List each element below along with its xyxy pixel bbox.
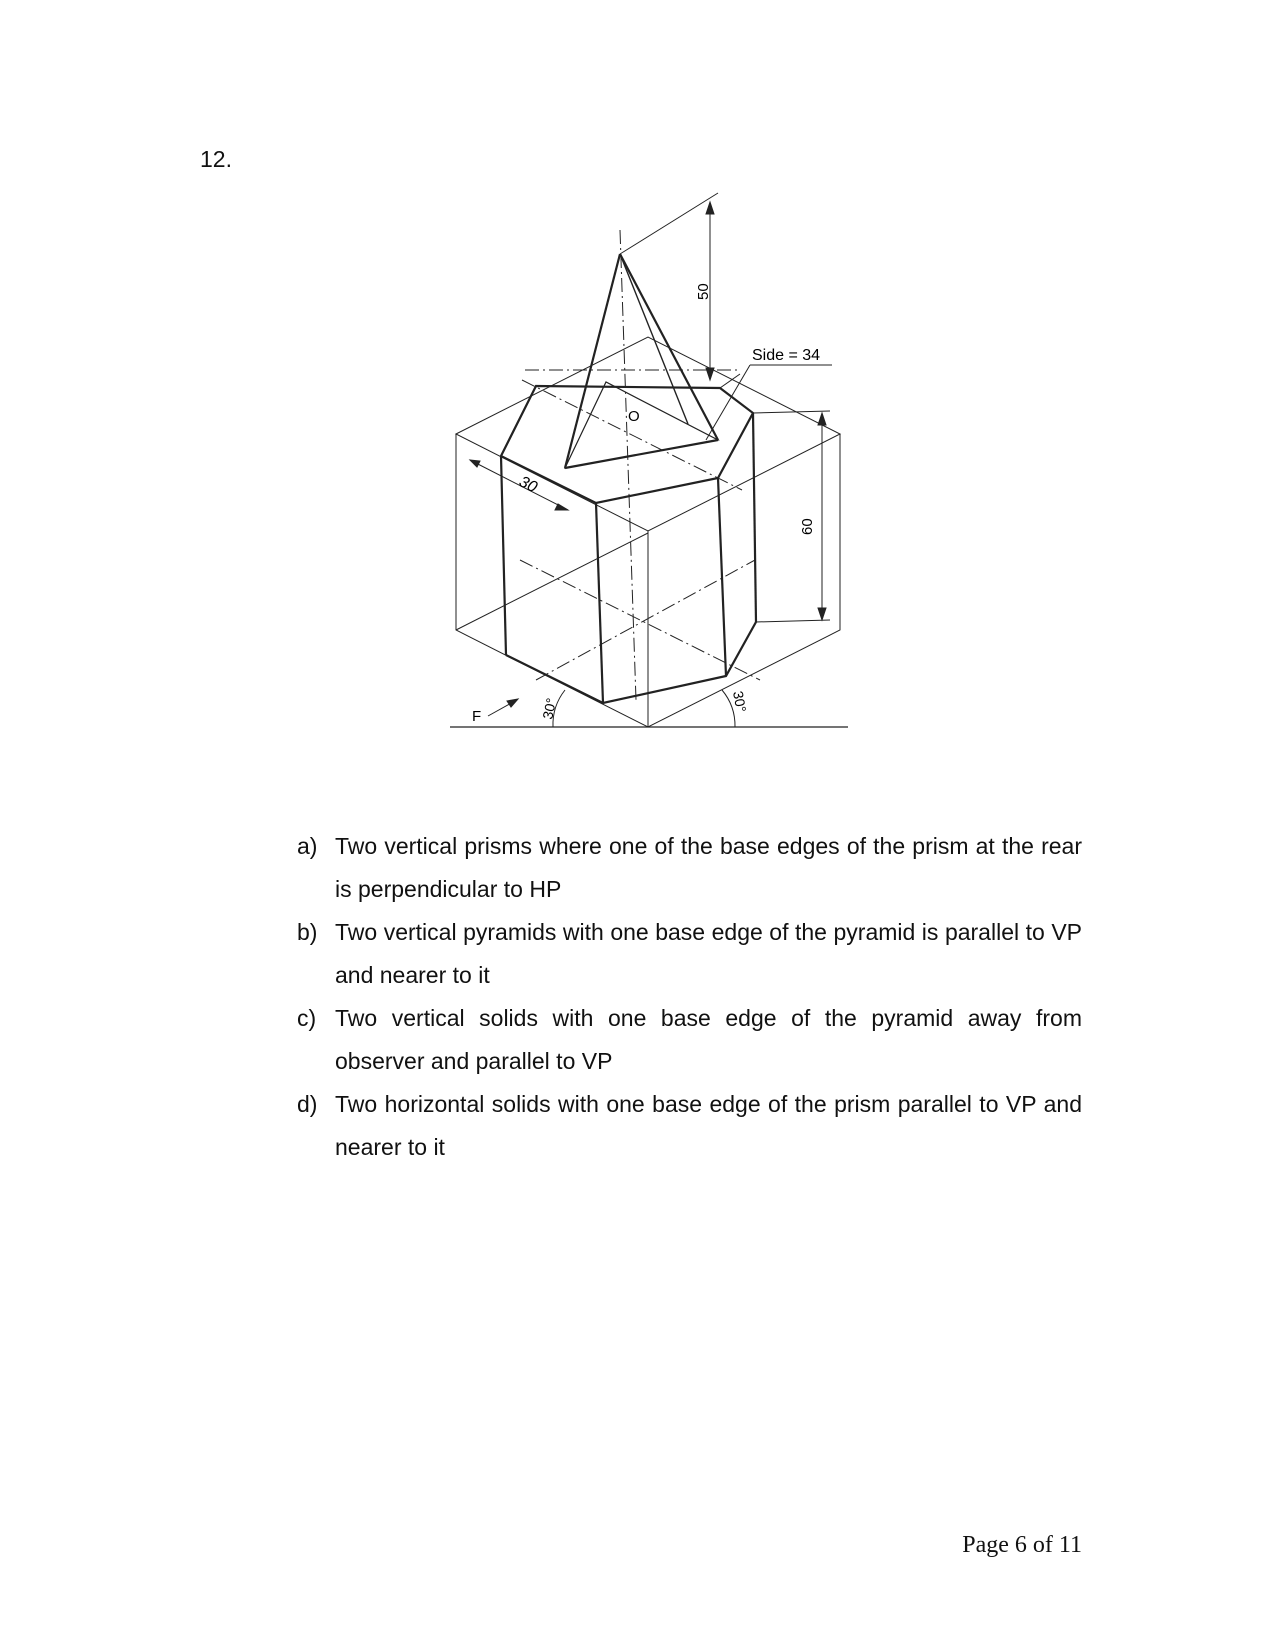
enclosing-box [456,337,840,727]
option-label: b) [297,919,318,945]
question-number: 12. [200,146,232,172]
label-side-34: Side = 34 [752,347,821,364]
isometric-figure [0,0,1275,760]
option-text: Two vertical prisms where one of the base edges of the prism at the rear is perpendicular to HP [335,833,1082,902]
option-text: Two vertical solids with one base edge of the pyramid away from observer and parallel to VP [335,1005,1082,1074]
f-arrow [488,699,518,716]
label-60: 60 [799,518,816,535]
label-o: O [628,408,640,425]
option-a[interactable] [297,825,1082,911]
prism-top [501,386,753,503]
label-angle-left: 30° [539,696,560,721]
option-d[interactable] [297,1083,1082,1169]
option-label: d) [297,1091,318,1117]
label-50: 50 [695,283,712,300]
answer-options [297,825,1082,1169]
option-c[interactable] [297,997,1082,1083]
option-text: Two vertical pyramids with one base edge of the pyramid is parallel to VP and nearer to it [335,919,1082,988]
label-30: 30 [516,473,540,497]
option-label: c) [297,1005,317,1031]
option-text: Two horizontal solids with one base edge of the prism parallel to VP and nearer to it [335,1091,1082,1160]
page-number: Page 6 of 11 [962,1532,1082,1558]
option-b[interactable] [297,911,1082,997]
label-f: F [472,708,482,725]
option-label: a) [297,833,318,859]
dimension-60 [753,411,830,622]
label-angle-right: 30° [730,689,750,714]
